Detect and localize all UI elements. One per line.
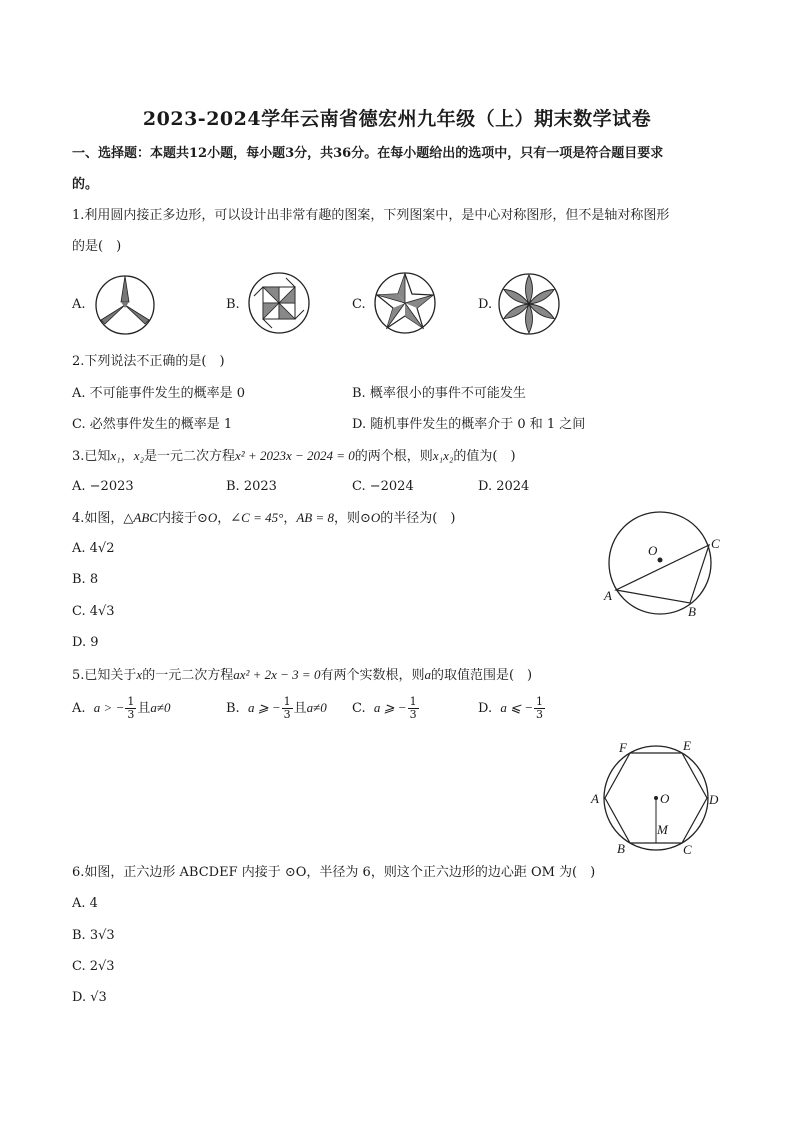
q6-label-d: D (709, 792, 719, 807)
q6-label-m: M (657, 822, 668, 837)
q6-text: 6.如图，正六边形 ABCDEF 内接于 ⊙O，半径为 6，则这个正六边形的边心距 OM 为( ) (72, 865, 596, 880)
q4-ab: AB = 8 (296, 510, 334, 525)
q1-option-d[interactable]: D. (478, 297, 493, 312)
q5-option-b[interactable] (226, 696, 327, 721)
q6-label-a: A (591, 791, 599, 806)
q2-option-a[interactable]: A. 不可能事件发生的概率是 0 (72, 386, 246, 401)
q4-option-b[interactable]: B. 8 (72, 572, 99, 587)
q2-option-d[interactable]: D. 随机事件发生的概率介于 0 和 1 之间 (352, 417, 586, 432)
q3-sep: ， (120, 449, 134, 464)
q5-a-label: A. (72, 701, 86, 716)
q5-var: x (136, 667, 143, 682)
q4-label-a: A (604, 588, 612, 603)
q4-text-d: ， (283, 511, 297, 526)
q5-b-label: B. (226, 701, 240, 716)
q5-text-d: 的取值范围是( ) (430, 668, 533, 683)
q1-option-a[interactable]: A. (72, 297, 86, 312)
q5-a-post: a≠0 (150, 700, 171, 715)
q5-b-den: 3 (283, 708, 291, 721)
q4-text-e: ，则 (334, 511, 361, 526)
q4-angle: ∠C = 45° (230, 510, 284, 525)
q5-b-fraction (282, 696, 293, 721)
q1-option-c[interactable]: C. (352, 297, 366, 312)
q5-text-a: 5.已知关于 (72, 668, 137, 683)
q5-d-num: 1 (536, 695, 544, 708)
q1-figure-c (372, 270, 438, 336)
q5-c-den: 3 (409, 708, 417, 721)
q3-text-b: 是一元二次方程 (144, 449, 236, 464)
q5-b-pre: a ⩾ − (247, 700, 281, 715)
q4-text-c: ， (217, 511, 231, 526)
q4-label-o: O (648, 543, 658, 558)
q4-option-a[interactable]: A. 4√2 (72, 541, 115, 556)
q5-d-fraction (534, 696, 545, 721)
q4-triangle: △ABC (123, 510, 158, 525)
q6-hexagon-figure (586, 736, 726, 860)
q5-d-label: D. (478, 701, 493, 716)
q3-text-a: 3.已知 (72, 449, 111, 464)
q6-option-b[interactable]: B. 3√3 (72, 928, 115, 943)
q5-c-fraction (408, 696, 419, 721)
q3-option-b[interactable]: B. 2023 (226, 479, 277, 494)
q5-equation: ax² + 2x − 3 = 0 (233, 667, 321, 682)
q1-text: 1.利用圆内接正多边形，可以设计出非常有趣的图案，下列图案中，是中心对称图形，但不是轴对称图形 (72, 208, 670, 223)
q1-figure-d (496, 271, 562, 337)
q3-text-c: 的两个根，则 (354, 449, 433, 464)
q5-b-post: a≠0 (306, 700, 327, 715)
q6-option-c[interactable]: C. 2√3 (72, 959, 115, 974)
q3-text-d: 的值为( ) (453, 449, 516, 464)
q2-text: 2.下列说法不正确的是( ) (72, 354, 225, 369)
q4-option-d[interactable]: D. 9 (72, 635, 99, 650)
q5-text (72, 666, 532, 685)
q6-label-o: O (660, 791, 670, 806)
q5-a: a (424, 667, 431, 682)
q5-a-den: 3 (127, 708, 135, 721)
q4-text-a: 4.如图， (72, 511, 124, 526)
q5-text-b: 的一元二次方程 (142, 668, 234, 683)
q6-label-c: C (683, 842, 692, 857)
q3-text (72, 447, 516, 466)
q4-option-c[interactable]: C. 4√3 (72, 604, 115, 619)
section-heading-cont: 的。 (72, 177, 99, 192)
q2-option-b[interactable]: B. 概率很小的事件不可能发生 (352, 386, 526, 401)
q3-option-c[interactable]: C. −2024 (352, 479, 414, 494)
q1-figure-b (246, 270, 312, 336)
q6-label-b: B (617, 841, 625, 856)
q6-label-e: E (683, 738, 691, 753)
q5-d-den: 3 (536, 708, 544, 721)
q4-circle: ⊙O (196, 510, 218, 525)
q1-figure-a (92, 272, 158, 338)
q3-x2: x₂ (133, 448, 145, 463)
q5-b-mid: 且 (293, 701, 307, 716)
section-heading: 一、选择题：本题共12小题，每小题3分，共36分。在每小题给出的选项中，只有一项是符合题目要求 (72, 146, 664, 161)
q3-product: x₁x₂ (432, 448, 454, 463)
q5-a-num: 1 (127, 695, 135, 708)
q5-a-pre: a > − (93, 700, 125, 715)
q3-option-d[interactable]: D. 2024 (478, 479, 530, 494)
q5-c-num: 1 (409, 695, 417, 708)
q5-option-a[interactable] (72, 696, 171, 721)
q5-a-mid: 且 (137, 701, 151, 716)
q3-option-a[interactable]: A. −2023 (72, 479, 134, 494)
q5-option-c[interactable] (352, 696, 420, 721)
q4-label-b: B (688, 604, 696, 619)
q1-text-cont: 的是( ) (72, 239, 122, 254)
q5-a-fraction (125, 696, 136, 721)
q6-option-d[interactable]: D. √3 (72, 990, 107, 1005)
q5-d-pre: a ⩽ − (500, 700, 534, 715)
q2-option-c[interactable]: C. 必然事件发生的概率是 1 (72, 417, 233, 432)
q4-circle-figure (596, 508, 730, 620)
q4-label-c: C (711, 536, 720, 551)
page-title: 2023-2024学年云南省德宏州九年级（上）期末数学试卷 (142, 108, 652, 130)
q4-text (72, 509, 455, 528)
q5-c-label: C. (352, 701, 366, 716)
q5-b-num: 1 (283, 695, 291, 708)
q4-text-b: 内接于 (157, 511, 197, 526)
q6-option-a[interactable]: A. 4 (72, 896, 98, 911)
q3-equation: x² + 2023x − 2024 = 0 (235, 448, 355, 463)
q6-label-f: F (619, 740, 627, 755)
q3-x1: x₁ (110, 448, 121, 463)
q5-option-d[interactable] (478, 696, 546, 721)
q1-option-b[interactable]: B. (226, 297, 240, 312)
q4-circle-2: ⊙O (360, 510, 381, 525)
q5-text-c: 有两个实数根，则 (320, 668, 425, 683)
q4-text-f: 的半径为( ) (380, 511, 456, 526)
q5-c-pre: a ⩾ − (373, 700, 407, 715)
